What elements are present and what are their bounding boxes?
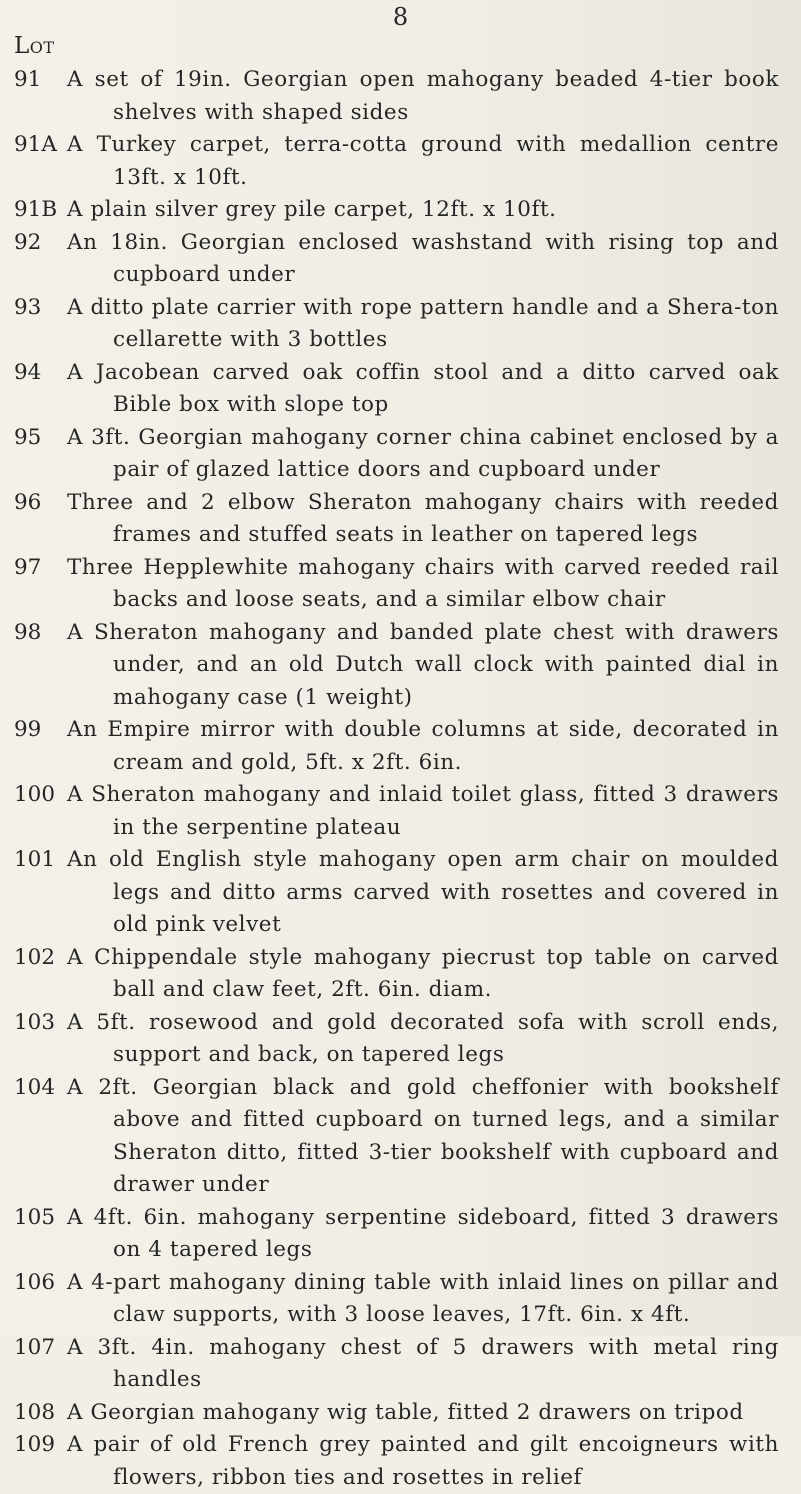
lot-number: 101 (14, 847, 56, 872)
lot-description: An Empire mirror with double columns at side, decorated in cream and gold, 5ft. x 2ft. 6in. (67, 717, 779, 775)
lot-entry (0, 1397, 801, 1430)
lot-description: A Sheraton mahogany and banded plate chest with drawers under, and an old Dutch wall clock with painted dial in mahogany case (1 weight) (67, 619, 779, 710)
lot-description: A Georgian mahogany wig table, fitted 2 drawers on tripod (67, 1399, 744, 1425)
lot-number: 104 (14, 1074, 56, 1100)
lot-number: 103 (14, 1009, 56, 1035)
lot-entry (0, 552, 801, 617)
lot-entry (0, 422, 801, 487)
lot-entry (0, 194, 801, 227)
lot-entry (0, 487, 801, 552)
lot-number: 94 (14, 359, 42, 385)
lot-description: Three and 2 elbow Sheraton mahogany chairs with reeded frames and stuffed seats in leather on tapered legs (67, 489, 779, 547)
lot-entry (0, 714, 801, 779)
lot-number: 91B (14, 197, 58, 222)
lot-number: 100 (14, 782, 56, 807)
lot-number: 97 (14, 554, 42, 580)
lot-entry (0, 64, 801, 129)
lot-description: A Jacobean carved oak coffin stool and a ditto carved oak Bible box with slope top (67, 359, 779, 417)
lot-number: 96 (14, 489, 42, 515)
lot-number: 102 (14, 944, 56, 970)
lot-number: 95 (14, 424, 42, 450)
lot-description: A 3ft. Georgian mahogany corner china cabinet enclosed by a pair of glazed lattice doors and cupboard under (67, 424, 779, 482)
lot-entry (0, 779, 801, 844)
lot-entry (0, 292, 801, 357)
lot-number: 91 (14, 67, 42, 92)
lot-description: Three Hepplewhite mahogany chairs with carved reeded rail backs and loose seats, and a similar elbow chair (67, 554, 779, 612)
lot-description: A ditto plate carrier with rope pattern handle and a Shera-ton cellarette with 3 bottles (67, 294, 779, 352)
lot-number: 108 (14, 1399, 56, 1425)
lot-number: 93 (14, 294, 42, 320)
lot-description: An old English style mahogany open arm chair on moulded legs and ditto arms carved with rosettes and covered in old pink velvet (67, 847, 779, 937)
lot-entry (0, 1202, 801, 1267)
lot-entry (0, 844, 801, 942)
lot-description: A 4ft. 6in. mahogany serpentine sideboard, fitted 3 drawers on 4 tapered legs (67, 1204, 779, 1262)
lot-description: A plain silver grey pile carpet, 12ft. x 10ft. (67, 197, 557, 222)
lot-entry (0, 1267, 801, 1332)
lot-description: A Sheraton mahogany and inlaid toilet glass, fitted 3 drawers in the serpentine plateau (67, 782, 779, 840)
page-number: 8 (392, 3, 409, 31)
lot-number: 107 (14, 1334, 56, 1360)
lot-entry (0, 1332, 801, 1397)
lot-description: A pair of old French grey painted and gilt encoigneurs with flowers, ribbon ties and rosettes in relief (67, 1432, 779, 1490)
lot-description: A set of 19in. Georgian open mahogany beaded 4-tier book shelves with shaped sides (67, 67, 779, 125)
lot-description: A 2ft. Georgian black and gold cheffonier with bookshelf above and fitted cupboard on turned legs, and a similar Sheraton ditto, fitted 3-tier bookshelf with cupboard and drawer under (67, 1074, 779, 1197)
lot-entry (0, 1072, 801, 1202)
lot-description: A 4-part mahogany dining table with inlaid lines on pillar and claw supports, with 3 loose leaves, 17ft. 6in. x 4ft. (67, 1269, 779, 1327)
lot-number: 92 (14, 229, 42, 255)
lot-number: 106 (14, 1269, 56, 1295)
lot-number: 98 (14, 619, 42, 645)
lot-description: An 18in. Georgian enclosed washstand with rising top and cupboard under (67, 229, 779, 287)
lot-entry (0, 227, 801, 292)
lot-description: A Turkey carpet, terra-cotta ground with medallion centre 13ft. x 10ft. (67, 132, 779, 190)
lot-entry (0, 357, 801, 422)
lot-entry (0, 617, 801, 715)
lot-description: A Chippendale style mahogany piecrust top table on carved ball and claw feet, 2ft. 6in. diam. (67, 944, 779, 1002)
lot-entry (0, 129, 801, 194)
lot-list (0, 64, 801, 1494)
lot-number: 105 (14, 1204, 56, 1230)
lot-column-header: Lot (14, 33, 55, 59)
lot-entry (0, 942, 801, 1007)
lot-number: 99 (14, 717, 42, 742)
lot-entry (0, 1007, 801, 1072)
lot-description: A 5ft. rosewood and gold decorated sofa with scroll ends, support and back, on tapered legs (67, 1009, 779, 1067)
lot-description: A 3ft. 4in. mahogany chest of 5 drawers with metal ring handles (67, 1334, 779, 1392)
lot-number: 109 (14, 1432, 56, 1457)
lot-number: 91A (14, 132, 57, 157)
lot-entry (0, 1429, 801, 1494)
